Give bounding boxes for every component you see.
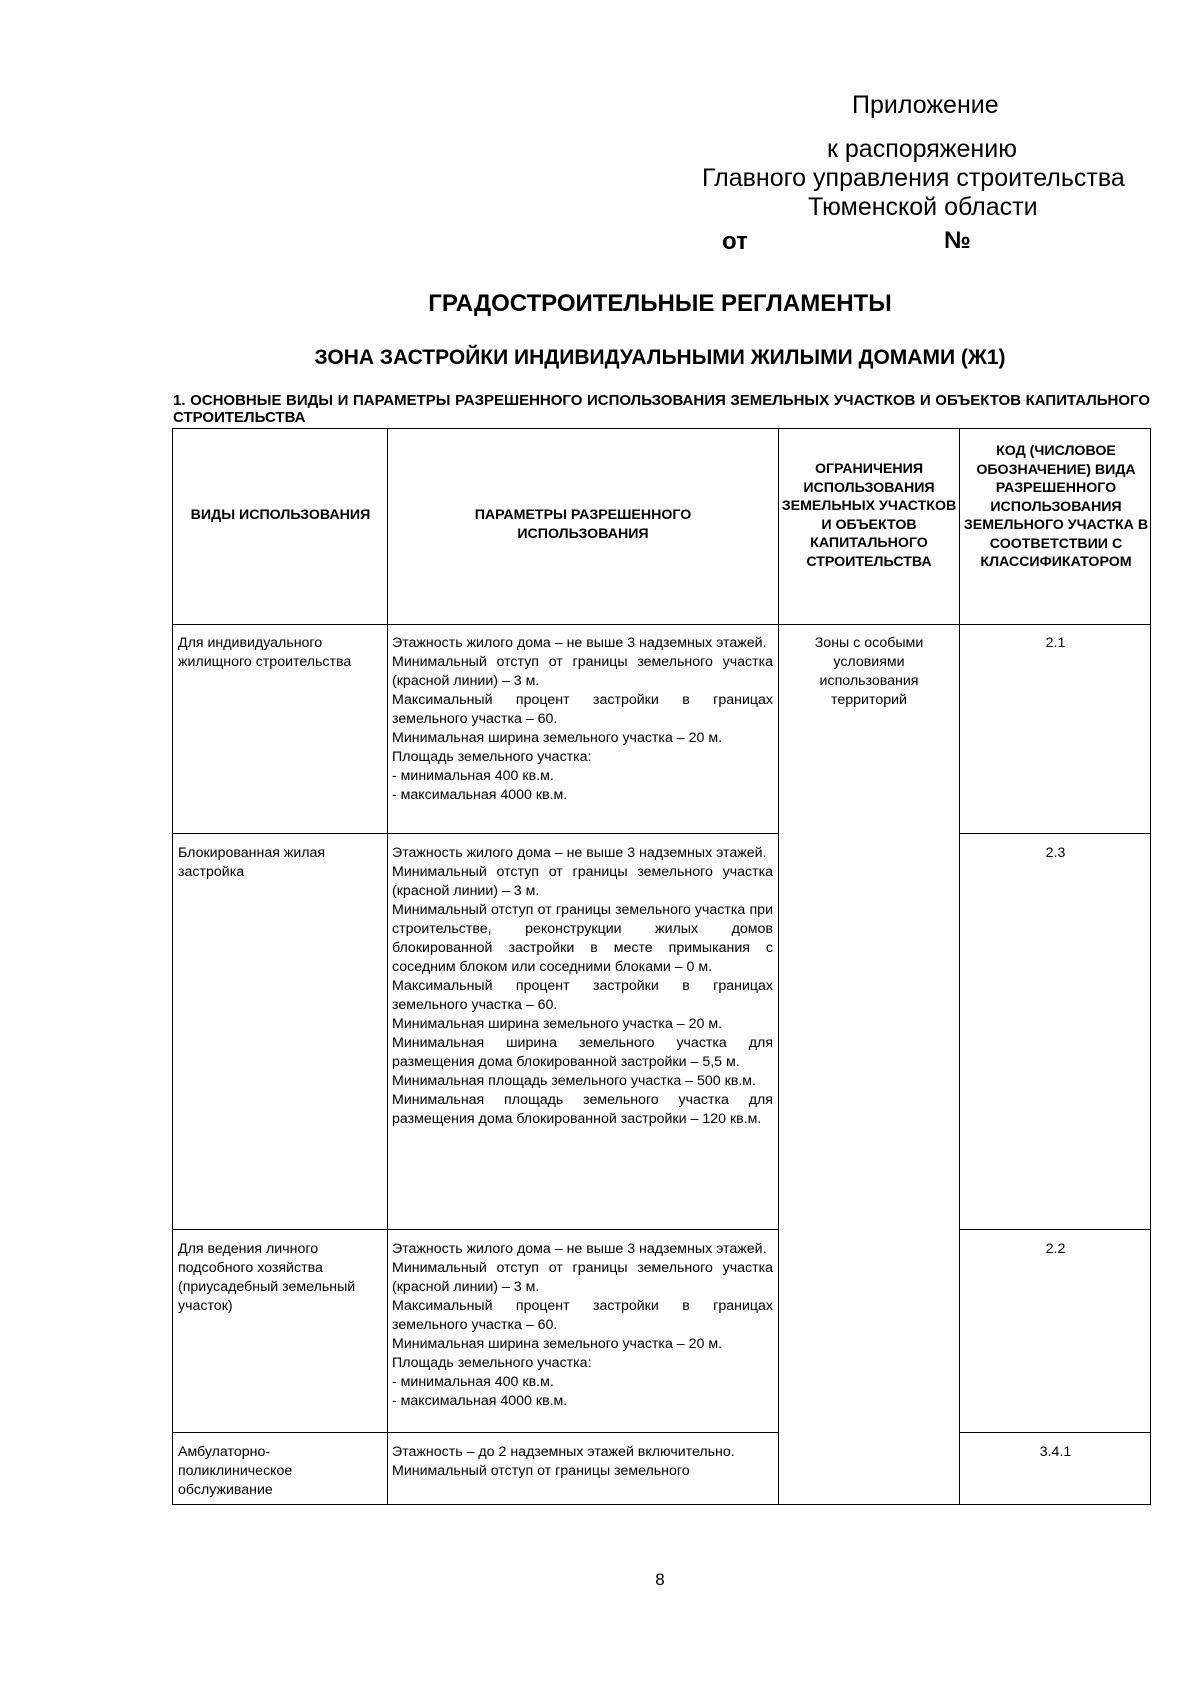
header-divider — [173, 624, 1150, 625]
row-divider — [959, 833, 1150, 834]
row-divider — [173, 833, 778, 834]
date-label: от — [722, 228, 748, 255]
page-number: 8 — [655, 1570, 665, 1589]
number-label: № — [944, 227, 971, 254]
row-params: Этажность жилого дома – не выше 3 надземных этажей. Минимальный отступ от границы земельного участка (красной линии) – 3 м. Максимальный процент застройки в границах земельного участка – 60. Минимальная ширина земельного участка – 20 м. Площадь земельного участка: - минимальная 400 кв.м. - максимальная 4000 кв.м. — [392, 635, 773, 803]
section-title: 1. ОСНОВНЫЕ ВИДЫ И ПАРАМЕТРЫ РАЗРЕШЕННОГО ИСПОЛЬЗОВАНИЯ ЗЕМЕЛЬНЫХ УЧАСТКОВ И ОБЪЕКТОВ КАПИТАЛЬНОГО СТРОИТЕЛЬСТВА — [173, 392, 1150, 426]
row-divider — [173, 1432, 778, 1433]
row-divider — [959, 1432, 1150, 1433]
row-code: 3.4.1 — [1039, 1444, 1072, 1460]
column-divider — [778, 429, 779, 1504]
document-title: ГРАДОСТРОИТЕЛЬНЫЕ РЕГЛАМЕНТЫ — [428, 290, 892, 317]
row-vid: Блокированная жилая застройка — [178, 845, 326, 880]
row-divider — [173, 1229, 778, 1230]
row-params: Этажность – до 2 надземных этажей включительно. Минимальный отступ от границы земельного — [392, 1444, 735, 1479]
row-params: Этажность жилого дома – не выше 3 надземных этажей. Минимальный отступ от границы земельного участка (красной линии) – 3 м. Минимальный отступ от границы земельного участка при строительстве, реконструкции жилых домов блокированной застройки в месте примыкания с соседним блоком или соседними блоками – 0 м. Максимальный процент застройки в границах земельного участка – 60. Минимальная ширина земельного участка – 20 м. Минимальная ширина земельного участка для размещения дома блокированной застройки – 5,5 м. Минимальная площадь земельного участка – 500 кв.м. Минимальная площадь земельного участка для размещения дома блокированной застройки – 120 кв.м. — [392, 845, 773, 1127]
header-params: ПАРАМЕТРЫ РАЗРЕШЕННОГО ИСПОЛЬЗОВАНИЯ — [474, 507, 692, 542]
authority-line: Главного управления строительства — [702, 164, 1125, 192]
header-code: КОД (ЧИСЛОВОЕ ОБОЗНАЧЕНИЕ) ВИДА РАЗРЕШЕННОГО ИСПОЛЬЗОВАНИЯ ЗЕМЕЛЬНОГО УЧАСТКА В СООТВЕТСТВИИ С КЛАССИФИКАТОРОМ — [963, 443, 1149, 570]
header-vid: ВИДЫ ИСПОЛЬЗОВАНИЯ — [190, 507, 371, 523]
row-code: 2.3 — [1045, 845, 1066, 861]
column-divider — [387, 429, 388, 1504]
row-vid: Амбулаторно-поликлиническое обслуживание — [178, 1444, 293, 1498]
row-vid: Для ведения личного подсобного хозяйства (приусадебный земельный участок) — [178, 1241, 356, 1314]
row-params: Этажность жилого дома – не выше 3 надземных этажей. Минимальный отступ от границы земельного участка (красной линии) – 3 м. Максимальный процент застройки в границах земельного участка – 60. Минимальная ширина земельного участка – 20 м. Площадь земельного участка: - минимальная 400 кв.м. - максимальная 4000 кв.м. — [392, 1241, 773, 1409]
region-line: Тюменской области — [808, 193, 1038, 221]
header-restrictions: ОГРАНИЧЕНИЯ ИСПОЛЬЗОВАНИЯ ЗЕМЕЛЬНЫХ УЧАСТКОВ И ОБЪЕКТОВ КАПИТАЛЬНОГО СТРОИТЕЛЬСТВА — [781, 461, 957, 570]
order-ref-line: к распоряжению — [827, 135, 1017, 163]
row-code: 2.2 — [1045, 1241, 1066, 1257]
restriction-text: Зоны с особыми условиями использования территорий — [814, 635, 924, 708]
row-vid: Для индивидуального жилищного строительства — [178, 635, 352, 670]
regulations-table — [172, 428, 1151, 1505]
row-divider — [959, 1229, 1150, 1230]
row-code: 2.1 — [1045, 635, 1066, 651]
appendix-label: Приложение — [852, 91, 999, 119]
zone-title: ЗОНА ЗАСТРОЙКИ ИНДИВИДУАЛЬНЫМИ ЖИЛЫМИ ДОМАМИ (Ж1) — [314, 346, 1006, 369]
column-divider — [959, 429, 960, 1504]
